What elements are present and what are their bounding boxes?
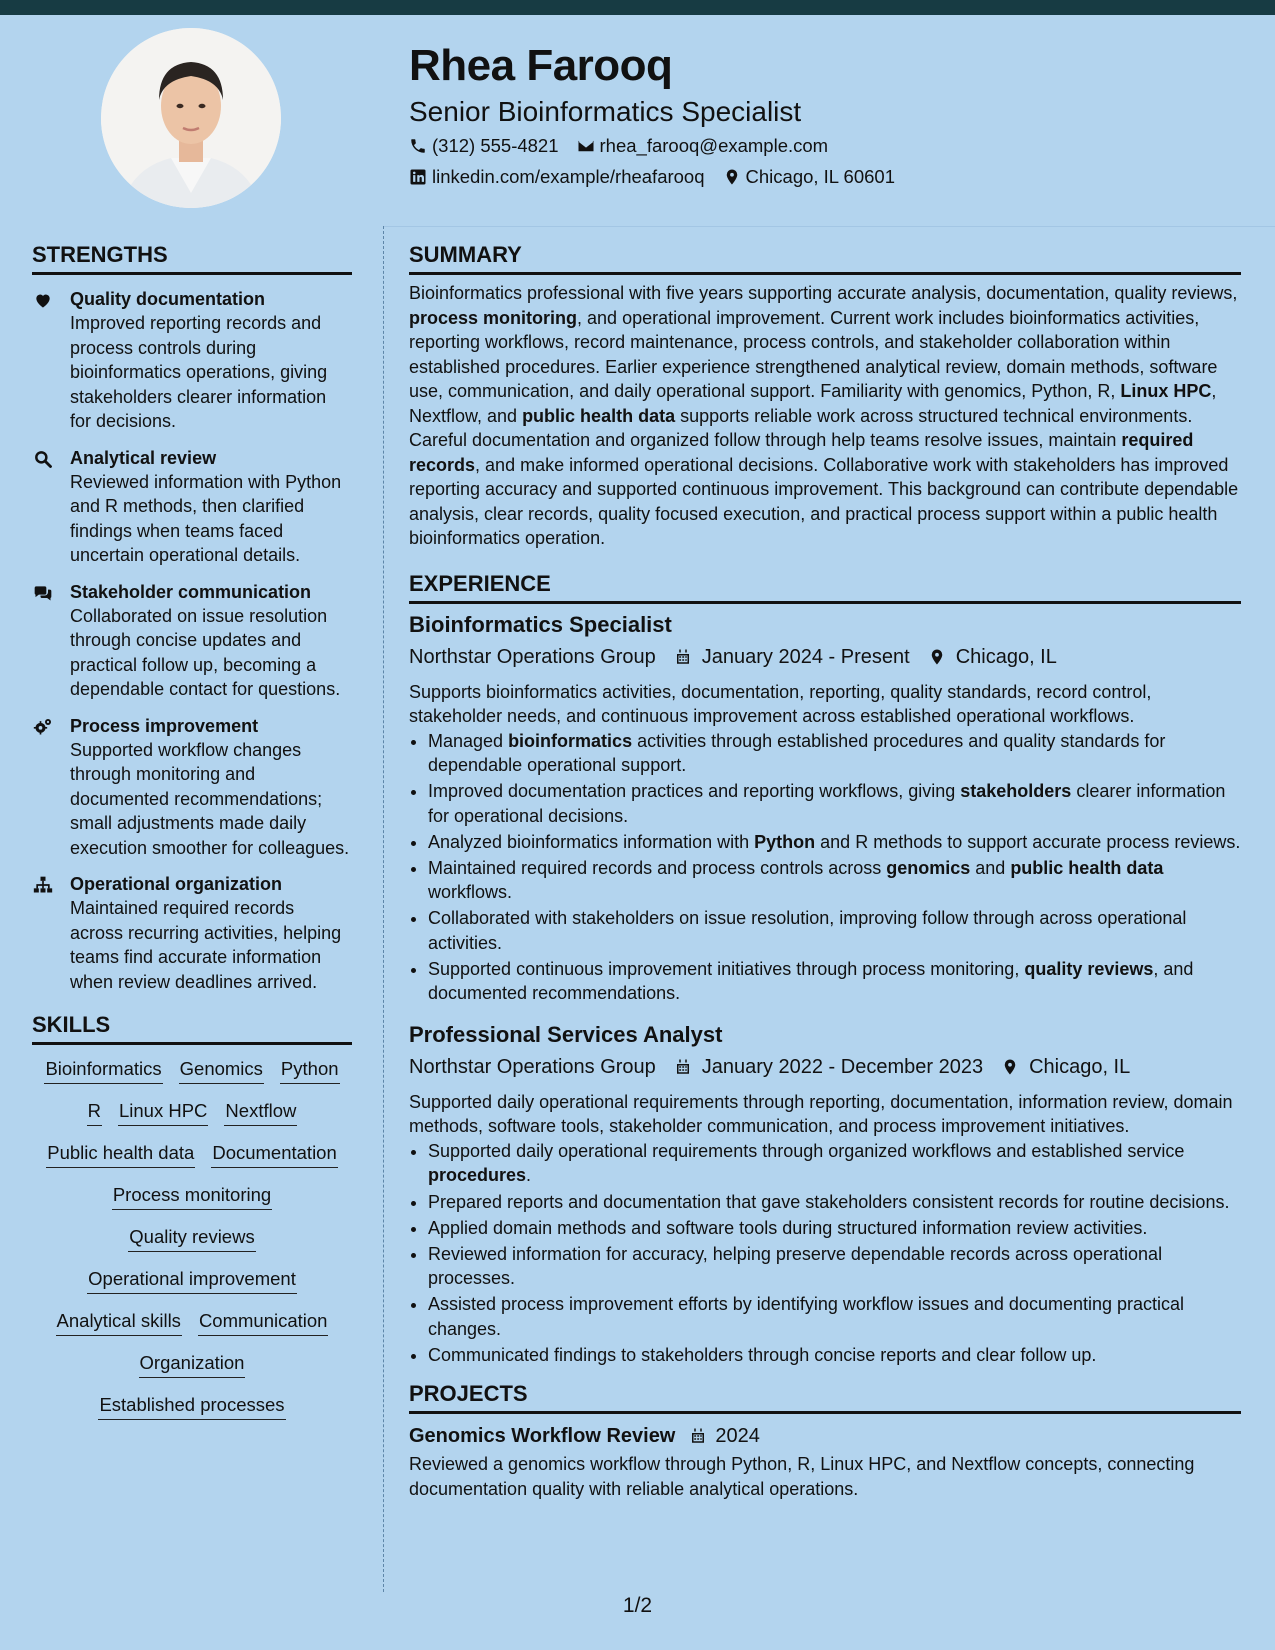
- bold-text: public health data: [522, 405, 676, 426]
- skills-list: [32, 1055, 352, 1420]
- skill-row: [32, 1265, 352, 1294]
- top-accent-bar: [0, 0, 1275, 15]
- skill-tag: Python: [280, 1055, 340, 1084]
- skill-tag: Public health data: [46, 1139, 195, 1168]
- skill-row: [32, 1181, 352, 1210]
- column-divider: [383, 226, 384, 1592]
- text-run: and: [970, 857, 1011, 878]
- search-icon-wrapper: [32, 446, 70, 568]
- job-bullet: [428, 779, 1241, 828]
- job-location: [1001, 1052, 1130, 1082]
- candidate-role: Senior Bioinformatics Specialist: [409, 96, 802, 127]
- skill-row: [32, 1307, 352, 1336]
- text-run: activities through established procedures and quality standards for dependable operational support.: [428, 730, 1166, 775]
- skill-tag: Process monitoring: [112, 1181, 272, 1210]
- text-run: and R methods to support accurate process reviews.: [815, 831, 1241, 852]
- job-bullet: [428, 1343, 1241, 1368]
- text-run: Managed: [428, 730, 509, 751]
- text-run: Bioinformatics professional with five years supporting accurate analysis, documentation, quality reviews,: [409, 283, 1238, 303]
- text-run: Improved documentation practices and reporting workflows, giving: [428, 781, 961, 802]
- search-icon: [32, 449, 54, 469]
- strength-title: Quality documentation: [70, 289, 266, 309]
- bold-text: Python: [754, 831, 816, 852]
- summary-title: SUMMARY: [409, 238, 1241, 275]
- skill-tag: Operational improvement: [87, 1265, 297, 1294]
- text-run: , and make informed operational decisions. Collaborative work with stakeholders has improved reporting accuracy and supported continuous improvement. This background can contribute dependable analysis, clear records, quality focused execution, and practical process support within a public health bioinformatics operation.: [409, 454, 1239, 548]
- linkedin-contact[interactable]: [409, 165, 705, 189]
- strengths-list: [32, 287, 352, 994]
- job-bullet: [428, 1216, 1241, 1241]
- job-bullet: [428, 856, 1241, 905]
- text-run: Collaborated with stakeholders on issue resolution, improving follow through across operational activities.: [428, 908, 1187, 953]
- strength-desc: Improved reporting records and process controls during bioinformatics operations, giving stakeholders clearer information for decisions.: [70, 313, 328, 431]
- job-location-text: Chicago, IL: [955, 645, 1057, 668]
- skills-section: [32, 1008, 352, 1420]
- skills-title: SKILLS: [32, 1008, 352, 1045]
- strength-item: [32, 446, 352, 568]
- job-bullet: [428, 1242, 1241, 1291]
- strength-item: [32, 714, 352, 861]
- job-dates: [674, 1052, 983, 1082]
- job-entry: [409, 610, 1241, 1006]
- job-title: Bioinformatics Specialist: [409, 611, 672, 637]
- comments-icon-wrapper: [32, 580, 70, 702]
- gears-icon-wrapper: [32, 714, 70, 861]
- text-run: supports reliable work across structured technical environments. Careful documentation and organized follow through help teams resolve issues, maintain: [409, 405, 1193, 450]
- job-location: [928, 642, 1057, 672]
- skill-row: [32, 1391, 352, 1420]
- job-bullet: [428, 830, 1241, 855]
- strength-title: Stakeholder communication: [70, 581, 312, 602]
- bold-text: Linux HPC: [1120, 381, 1212, 401]
- location-pin-icon: [1001, 1057, 1019, 1077]
- bold-text: bioinformatics: [508, 730, 633, 751]
- phone-text: (312) 555-4821: [432, 135, 559, 156]
- skill-tag: Quality reviews: [128, 1223, 255, 1252]
- job-bullet: [428, 1190, 1241, 1215]
- candidate-name: Rhea Farooq: [409, 41, 673, 90]
- skill-tag: Organization: [139, 1349, 246, 1378]
- text-run: , and operational improvement. Current work includes bioinformatics activities, reporting workflows, record maintenance, process controls, and stakeholder collaboration within established procedures. Earlier experience strengthened analytical review, domain methods, software use, communication, and daily operational support. Familiarity with genomics, Python, R,: [409, 307, 1218, 401]
- skill-row: [32, 1349, 352, 1378]
- bold-text: public health data: [1010, 857, 1164, 878]
- strength-desc: Maintained required records across recurring activities, helping teams find accurate information when review deadlines arrived.: [70, 898, 342, 992]
- text-run: Applied domain methods and software tools during structured information review activities.: [428, 1217, 1148, 1238]
- strength-title: Process improvement: [70, 715, 259, 736]
- skill-row: [32, 1055, 352, 1084]
- contact-line-2: [409, 165, 913, 189]
- skill-row: [32, 1097, 352, 1126]
- calendar-icon: [674, 647, 692, 667]
- summary-text: [409, 281, 1241, 551]
- strength-desc: Supported workflow changes through monitoring and documented recommendations; small adjustments made daily execution smoother for colleagues.: [70, 739, 350, 858]
- experience-section: [409, 567, 1241, 1368]
- strength-desc: Reviewed information with Python and R methods, then clarified findings when teams faced uncertain operational details.: [70, 471, 342, 565]
- profile-photo: [101, 28, 281, 208]
- skill-tag: Established processes: [98, 1391, 285, 1420]
- job-dates: [674, 642, 910, 672]
- skill-tag: Documentation: [211, 1139, 337, 1168]
- experience-title: EXPERIENCE: [409, 567, 1241, 604]
- projects-list: [409, 1422, 1241, 1501]
- strength-item: [32, 580, 352, 702]
- text-run: workflows.: [428, 882, 513, 903]
- skill-tag: Analytical skills: [56, 1307, 182, 1336]
- text-run: clearer information for operational decisions.: [428, 781, 1226, 826]
- calendar-icon: [689, 1426, 707, 1446]
- text-run: .: [526, 1165, 532, 1186]
- text-run: Reviewed information for accuracy, helping preserve dependable records across operational processes.: [428, 1243, 1163, 1289]
- job-bullet: [428, 957, 1241, 1006]
- sitemap-icon-wrapper: [32, 872, 70, 994]
- text-run: , Nextflow, and: [409, 381, 1217, 426]
- project-title: Genomics Workflow Review: [409, 1425, 676, 1448]
- skill-tag: Genomics: [179, 1055, 264, 1084]
- location-contact: [723, 165, 895, 189]
- job-company: Northstar Operations Group: [409, 1055, 656, 1078]
- strength-item: [32, 872, 352, 994]
- strength-title: Operational organization: [70, 874, 283, 894]
- job-meta: [409, 642, 1241, 672]
- job-title: Professional Services Analyst: [409, 1021, 723, 1047]
- email-icon: [577, 137, 595, 155]
- jobs-list: [409, 610, 1241, 1368]
- strengths-title: STRENGTHS: [32, 238, 352, 275]
- strength-desc: Collaborated on issue resolution through concise updates and practical follow up, becoming a dependable contact for questions.: [70, 605, 341, 699]
- job-description: Supported daily operational requirements through reporting, documentation, information review, domain methods, software tools, stakeholder communication, and process improvement initiatives.: [409, 1091, 1233, 1137]
- job-bullets: [409, 729, 1241, 1006]
- email-text[interactable]: rhea_farooq@example.com: [599, 135, 829, 156]
- project-description: Reviewed a genomics workflow through Python, R, Linux HPC, and Nextflow concepts, connecting documentation quality with reliable analytical operations.: [409, 1454, 1195, 1499]
- project-header: [409, 1422, 1241, 1450]
- bold-text: quality reviews: [1024, 958, 1154, 979]
- page-number: 1/2: [622, 1594, 653, 1617]
- job-bullet: [428, 729, 1241, 778]
- projects-section: [409, 1377, 1241, 1501]
- email-contact[interactable]: [577, 134, 829, 158]
- left-column: [32, 238, 352, 1433]
- bold-text: genomics: [886, 857, 971, 878]
- location-text: Chicago, IL 60601: [745, 166, 895, 187]
- location-pin-icon: [928, 647, 946, 667]
- text-run: Prepared reports and documentation that gave stakeholders consistent records for routine decisions.: [428, 1191, 1230, 1212]
- strength-title: Analytical review: [70, 447, 217, 468]
- job-bullets: [409, 1139, 1241, 1367]
- job-company: Northstar Operations Group: [409, 645, 656, 668]
- job-dates-text: January 2022 - December 2023: [701, 1055, 984, 1078]
- bold-text: stakeholders: [960, 781, 1072, 802]
- sitemap-icon: [32, 875, 54, 895]
- strength-item: [32, 287, 352, 434]
- bold-text: procedures: [428, 1165, 527, 1186]
- location-pin-icon: [723, 168, 741, 186]
- skill-row: [32, 1223, 352, 1252]
- comments-icon: [32, 583, 54, 603]
- project-year: 2024: [715, 1425, 760, 1448]
- heart-icon: [32, 290, 54, 310]
- calendar-icon: [674, 1057, 692, 1077]
- text-run: Analyzed bioinformatics information with: [428, 831, 755, 852]
- text-run: Communicated findings to stakeholders through concise reports and clear follow up.: [428, 1344, 1097, 1365]
- text-run: Supported continuous improvement initiatives through process monitoring,: [428, 958, 1025, 979]
- phone-contact: [409, 134, 559, 158]
- skill-tag: Nextflow: [224, 1097, 297, 1126]
- text-run: Maintained required records and process controls across: [428, 857, 887, 878]
- header-divider: [384, 226, 1275, 227]
- job-entry: [409, 1020, 1241, 1367]
- skill-row: [32, 1139, 352, 1168]
- job-bullet: [428, 906, 1241, 955]
- project-entry: [409, 1422, 1241, 1501]
- contact-line-1: [409, 134, 846, 158]
- text-run: Supported daily operational requirements through organized workflows and established service: [428, 1140, 1185, 1161]
- projects-title: PROJECTS: [409, 1377, 1241, 1414]
- job-bullet: [428, 1139, 1241, 1188]
- gears-icon: [32, 717, 54, 737]
- linkedin-text[interactable]: linkedin.com/example/rheafarooq: [432, 166, 705, 187]
- job-location-text: Chicago, IL: [1029, 1055, 1131, 1078]
- skill-tag: Bioinformatics: [44, 1055, 162, 1084]
- linkedin-icon: [409, 168, 427, 186]
- phone-icon: [409, 137, 427, 155]
- job-description: Supports bioinformatics activities, documentation, reporting, quality standards, record control, stakeholder needs, and continuous improvement across established operational workflows.: [409, 681, 1152, 726]
- job-dates-text: January 2024 - Present: [701, 645, 910, 668]
- job-meta: [409, 1052, 1241, 1082]
- text-run: , and documented recommendations.: [428, 958, 1194, 1004]
- skill-tag: R: [87, 1097, 102, 1126]
- right-column: [409, 238, 1241, 1501]
- skill-tag: Communication: [198, 1307, 329, 1336]
- text-run: Assisted process improvement efforts by identifying workflow issues and documenting practical changes.: [428, 1294, 1185, 1339]
- skill-tag: Linux HPC: [118, 1097, 208, 1126]
- bold-text: process monitoring: [409, 307, 578, 328]
- heart-icon-wrapper: [32, 287, 70, 434]
- bold-text: required records: [409, 430, 1194, 475]
- job-bullet: [428, 1292, 1241, 1341]
